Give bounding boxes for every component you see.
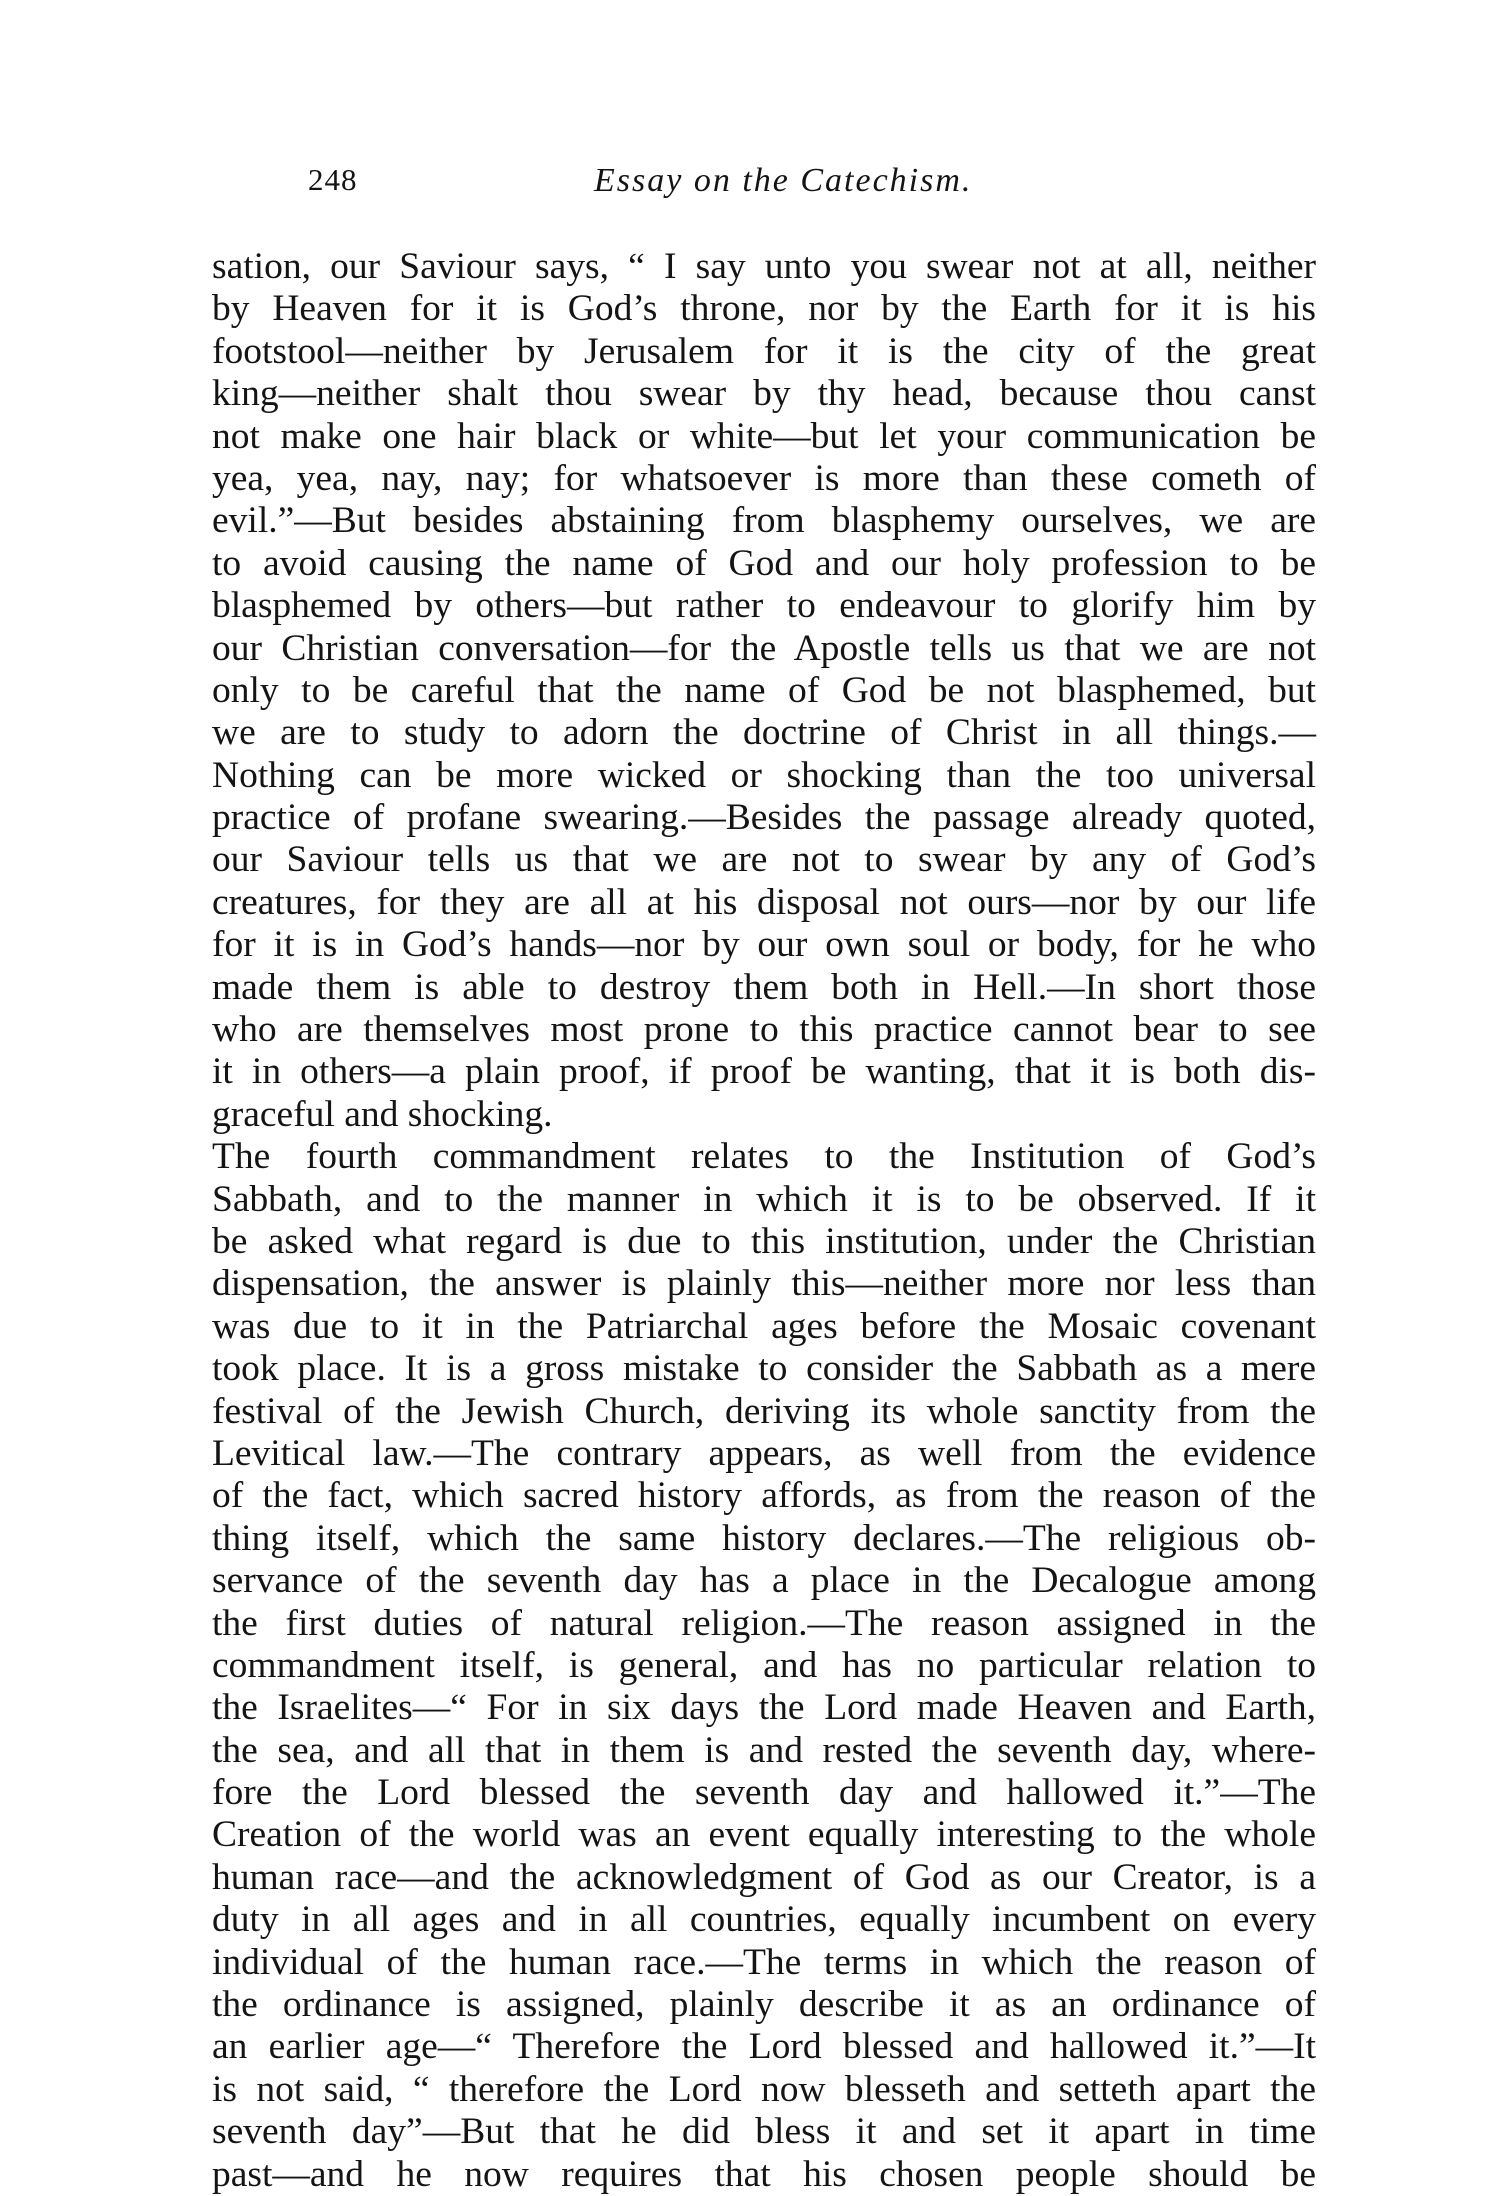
text-line: who are themselves most prone to this practice cannot bear to see <box>212 1009 1316 1051</box>
text-line: Nothing can be more wicked or shocking than the too universal <box>212 754 1316 796</box>
text-line: king—neither shalt thou swear by thy head, because thou canst <box>212 373 1316 415</box>
text-line: yea, yea, nay, nay; for whatsoever is more than these cometh of <box>212 457 1316 499</box>
text-line: footstool—neither by Jerusalem for it is the city of the great <box>212 330 1316 372</box>
text-line: it in others—a plain proof, if proof be wanting, that it is both dis- <box>212 1051 1316 1093</box>
text-line: human race—and the acknowledgment of God as our Creator, is a <box>212 1856 1316 1898</box>
text-line: festival of the Jewish Church, deriving its whole sanctity from the <box>212 1390 1316 1432</box>
text-line: the first duties of natural religion.—The reason assigned in the <box>212 1602 1316 1644</box>
text-line: Sabbath, and to the manner in which it is to be observed. If it <box>212 1178 1316 1220</box>
text-line: is not said, “ therefore the Lord now blesseth and setteth apart the <box>212 2068 1316 2110</box>
text-line: to avoid causing the name of God and our holy profession to be <box>212 542 1316 584</box>
text-line: made them is able to destroy them both in Hell.—In short those <box>212 966 1316 1008</box>
text-line: be asked what regard is due to this institution, under the Christian <box>212 1220 1316 1262</box>
text-line: duty in all ages and in all countries, equally incumbent on every <box>212 1899 1316 1941</box>
page-number: 248 <box>308 162 358 197</box>
text-line: seventh day”—But that he did bless it and set it apart in time <box>212 2111 1316 2153</box>
text-line: was due to it in the Patriarchal ages before the Mosaic covenant <box>212 1305 1316 1347</box>
running-head <box>308 162 1308 212</box>
text-line: servance of the seventh day has a place in the Decalogue among <box>212 1560 1316 1602</box>
text-line: only to be careful that the name of God be not blasphemed, but <box>212 669 1316 711</box>
text-line: not make one hair black or white—but let your communication be <box>212 415 1316 457</box>
body-text <box>212 246 1316 2196</box>
text-line: past—and he now requires that his chosen people should be <box>212 2153 1316 2195</box>
text-line: by Heaven for it is God’s throne, nor by the Earth for it is his <box>212 288 1316 330</box>
text-line: for it is in God’s hands—nor by our own soul or body, for he who <box>212 924 1316 966</box>
text-line: thing itself, which the same history declares.—The religious ob- <box>212 1517 1316 1559</box>
text-line: the ordinance is assigned, plainly describe it as an ordinance of <box>212 1984 1316 2026</box>
text-line: took place. It is a gross mistake to consider the Sabbath as a mere <box>212 1348 1316 1390</box>
text-line: our Saviour tells us that we are not to swear by any of God’s <box>212 839 1316 881</box>
text-line: an earlier age—“ Therefore the Lord blessed and hallowed it.”—It <box>212 2026 1316 2068</box>
text-line: blasphemed by others—but rather to endeavour to glorify him by <box>212 585 1316 627</box>
text-line: sation, our Saviour says, “ I say unto you swear not at all, neither <box>212 246 1316 287</box>
text-line: the Israelites—“ For in six days the Lord made Heaven and Earth, <box>212 1687 1316 1729</box>
text-line: individual of the human race.—The terms in which the reason of <box>212 1941 1316 1983</box>
paragraph-last-line: graceful and shocking. <box>212 1093 553 1135</box>
running-title: Essay on the Catechism. <box>594 162 973 199</box>
text-line: we are to study to adorn the doctrine of Christ in all things.— <box>212 712 1316 754</box>
paragraph-first-line: The fourth commandment relates to the Institution of God’s <box>212 1136 1316 1178</box>
text-line: of the fact, which sacred history affords, as from the reason of the <box>212 1475 1316 1517</box>
text-line: Levitical law.—The contrary appears, as well from the evidence <box>212 1432 1316 1474</box>
text-line: commandment itself, is general, and has no particular relation to <box>212 1644 1316 1686</box>
text-line: dispensation, the answer is plainly this—neither more nor less than <box>212 1263 1316 1305</box>
text-line: our Christian conversation—for the Apostle tells us that we are not <box>212 627 1316 669</box>
text-line: evil.”—But besides abstaining from blasphemy ourselves, we are <box>212 500 1316 542</box>
text-line: creatures, for they are all at his disposal not ours—nor by our life <box>212 881 1316 923</box>
text-line: practice of profane swearing.—Besides the passage already quoted, <box>212 797 1316 839</box>
text-line: Creation of the world was an event equally interesting to the whole <box>212 1814 1316 1856</box>
text-line: the sea, and all that in them is and rested the seventh day, where- <box>212 1729 1316 1771</box>
text-line: fore the Lord blessed the seventh day and hallowed it.”—The <box>212 1772 1316 1814</box>
